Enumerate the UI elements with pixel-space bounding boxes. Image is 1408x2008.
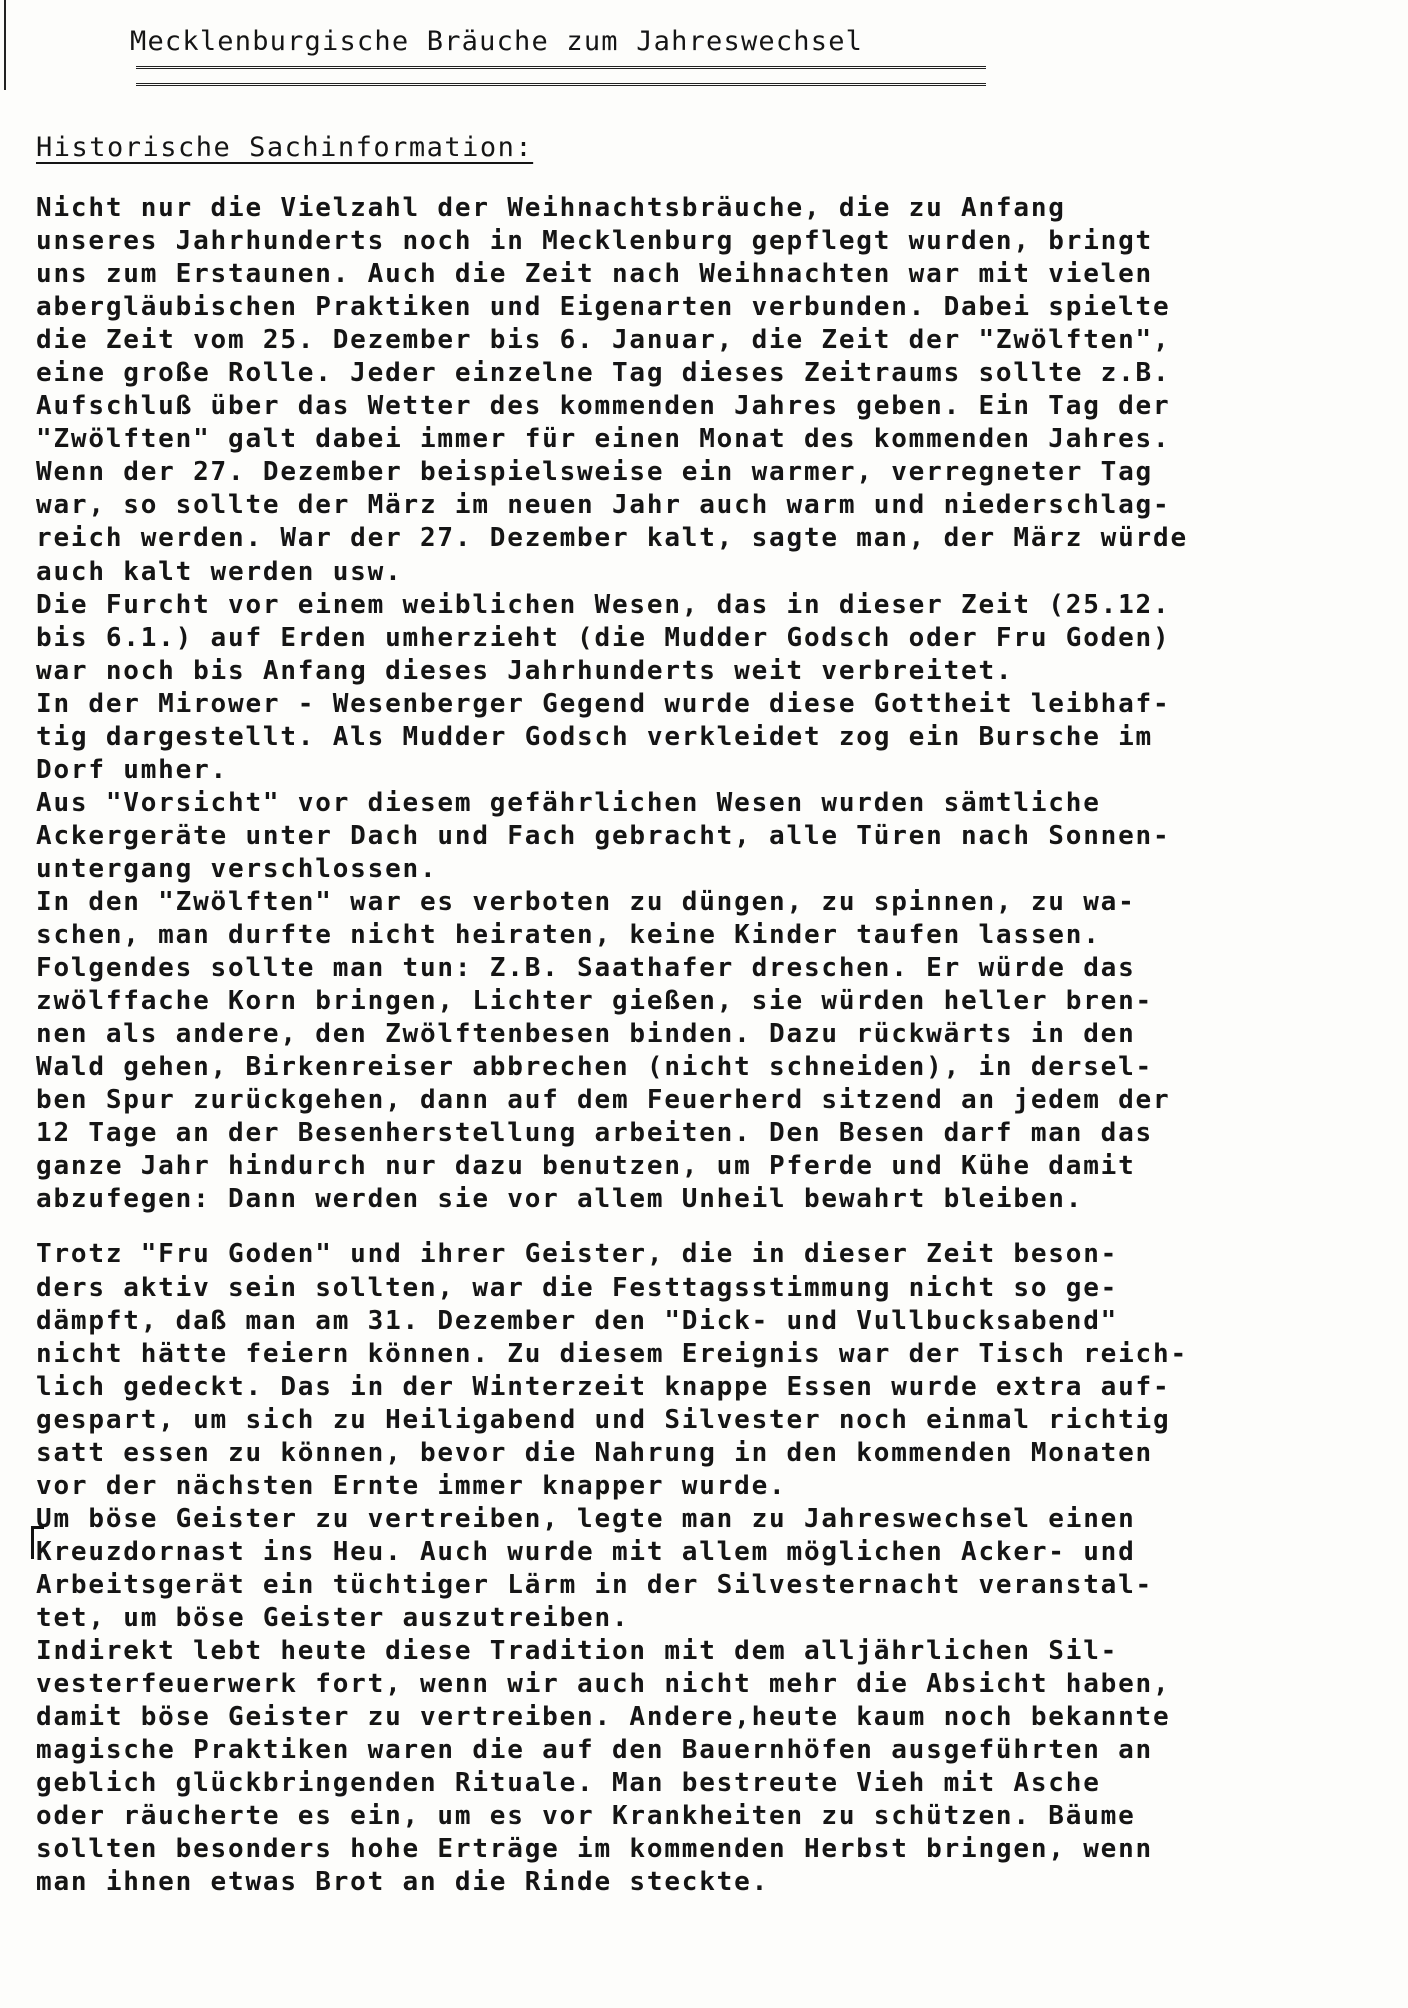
text-line: Trotz "Fru Goden" und ihrer Geister, die in dieser Zeit beson- — [36, 1239, 1119, 1270]
text-line: eine große Rolle. Jeder einzelne Tag dieses Zeitraums sollte z.B. — [36, 358, 1171, 389]
text-line: Ackergeräte unter Dach und Fach gebracht, alle Türen nach Sonnen- — [36, 820, 1171, 851]
text-line: Dorf umher. — [36, 754, 228, 785]
text-line: oder räucherte es ein, um es vor Krankheiten zu schützen. Bäume — [36, 1801, 1136, 1832]
text-line: satt essen zu können, bevor die Nahrung in den kommenden Monaten — [36, 1437, 1154, 1468]
text-line: schen, man durfte nicht heiraten, keine Kinder taufen lassen. — [36, 920, 1101, 951]
text-line: man ihnen etwas Brot an die Rinde steckte. — [36, 1867, 770, 1898]
text-line: Kreuzdornast ins Heu. Auch wurde mit allem möglichen Acker- und — [36, 1536, 1136, 1567]
paragraph-2 — [36, 1238, 1381, 1899]
text-line: In der Mirower - Wesenberger Gegend wurde diese Gottheit leibhaf- — [36, 688, 1171, 719]
text-line: tig dargestellt. Als Mudder Godsch verkleidet zog ein Bursche im — [36, 721, 1154, 752]
paragraph-gap — [36, 1216, 1381, 1238]
text-line: Arbeitsgerät ein tüchtiger Lärm in der Silvesternacht veranstal- — [36, 1569, 1154, 1600]
document-body — [36, 192, 1381, 1899]
text-line: Aufschluß über das Wetter des kommenden Jahres geben. Ein Tag der — [36, 391, 1171, 422]
text-line: Folgendes sollte man tun: Z.B. Saathafer dreschen. Er würde das — [36, 953, 1136, 984]
paragraph-1 — [36, 192, 1381, 1216]
text-line: magische Praktiken waren die auf den Bauernhöfen ausgeführten an — [36, 1735, 1154, 1766]
title-double-rule — [136, 66, 986, 86]
margin-bracket-mark — [31, 1526, 44, 1559]
text-line: bis 6.1.) auf Erden umherzieht (die Mudder Godsch oder Fru Goden) — [36, 622, 1171, 653]
text-line: abergläubischen Praktiken und Eigenarten verbunden. Dabei spielte — [36, 292, 1171, 323]
text-line: damit böse Geister zu vertreiben. Andere,heute kaum noch bekannte — [36, 1702, 1171, 1733]
text-line: war, so sollte der März im neuen Jahr auch warm und niederschlag- — [36, 490, 1171, 521]
text-line: Wenn der 27. Dezember beispielsweise ein warmer, verregneter Tag — [36, 457, 1154, 488]
text-line: Nicht nur die Vielzahl der Weihnachtsbräuche, die zu Anfang — [36, 193, 1066, 223]
text-line: sollten besonders hohe Erträge im kommenden Herbst bringen, wenn — [36, 1834, 1154, 1865]
text-line: vesterfeuerwerk fort, wenn wir auch nicht mehr die Absicht haben, — [36, 1669, 1171, 1700]
text-line: auch kalt werden usw. — [36, 556, 403, 587]
text-line: lich gedeckt. Das in der Winterzeit knappe Essen wurde extra auf- — [36, 1371, 1171, 1402]
text-line: ders aktiv sein sollten, war die Festtagsstimmung nicht so ge- — [36, 1272, 1119, 1303]
text-line: zwölffache Korn bringen, Lichter gießen, sie würden heller bren- — [36, 986, 1154, 1017]
text-line: ben Spur zurückgehen, dann auf dem Feuerherd sitzend an jedem der — [36, 1085, 1171, 1116]
text-line: "Zwölften" galt dabei immer für einen Monat des kommenden Jahres. — [36, 424, 1171, 455]
text-line: abzufegen: Dann werden sie vor allem Unheil bewahrt bleiben. — [36, 1184, 1084, 1215]
text-line: uns zum Erstaunen. Auch die Zeit nach Weihnachten war mit vielen — [36, 259, 1154, 290]
text-line: war noch bis Anfang dieses Jahrhunderts weit verbreitet. — [36, 655, 1014, 686]
text-line: geblich glückbringenden Rituale. Man bestreute Vieh mit Asche — [36, 1768, 1101, 1799]
text-line: reich werden. War der 27. Dezember kalt, sagte man, der März würde — [36, 523, 1188, 554]
text-line: dämpft, daß man am 31. Dezember den "Dick- und Vullbucksabend" — [36, 1305, 1119, 1336]
text-line: gespart, um sich zu Heiligabend und Silvester noch einmal richtig — [36, 1404, 1171, 1435]
text-line: Wald gehen, Birkenreiser abbrechen (nicht schneiden), in dersel- — [36, 1052, 1154, 1083]
section-heading: Historische Sachinformation: — [36, 132, 534, 163]
text-line: nen als andere, den Zwölftenbesen binden. Dazu rückwärts in den — [36, 1019, 1136, 1050]
scan-edge-mark — [4, 0, 6, 90]
text-line: Indirekt lebt heute diese Tradition mit dem alljährlichen Sil- — [36, 1636, 1119, 1667]
text-line: nicht hätte feiern können. Zu diesem Ereignis war der Tisch reich- — [36, 1338, 1188, 1369]
text-line: untergang verschlossen. — [36, 853, 438, 884]
text-line: ganze Jahr hindurch nur dazu benutzen, um Pferde und Kühe damit — [36, 1151, 1136, 1182]
text-line: Aus "Vorsicht" vor diesem gefährlichen Wesen wurden sämtliche — [36, 787, 1101, 818]
text-line: vor der nächsten Ernte immer knapper wurde. — [36, 1470, 787, 1501]
text-line: tet, um böse Geister auszutreiben. — [36, 1602, 630, 1633]
text-line: In den "Zwölften" war es verboten zu düngen, zu spinnen, zu wa- — [36, 886, 1136, 917]
text-line: die Zeit vom 25. Dezember bis 6. Januar, die Zeit der "Zwölften", — [36, 325, 1171, 356]
text-line: unseres Jahrhunderts noch in Mecklenburg gepflegt wurden, bringt — [36, 226, 1154, 257]
document-title: Mecklenburgische Bräuche zum Jahreswechsel — [130, 26, 864, 57]
text-line: 12 Tage an der Besenherstellung arbeiten. Den Besen darf man das — [36, 1118, 1154, 1149]
text-line: Die Furcht vor einem weiblichen Wesen, das in dieser Zeit (25.12. — [36, 589, 1171, 620]
text-line: Um böse Geister zu vertreiben, legte man zu Jahreswechsel einen — [36, 1503, 1136, 1534]
